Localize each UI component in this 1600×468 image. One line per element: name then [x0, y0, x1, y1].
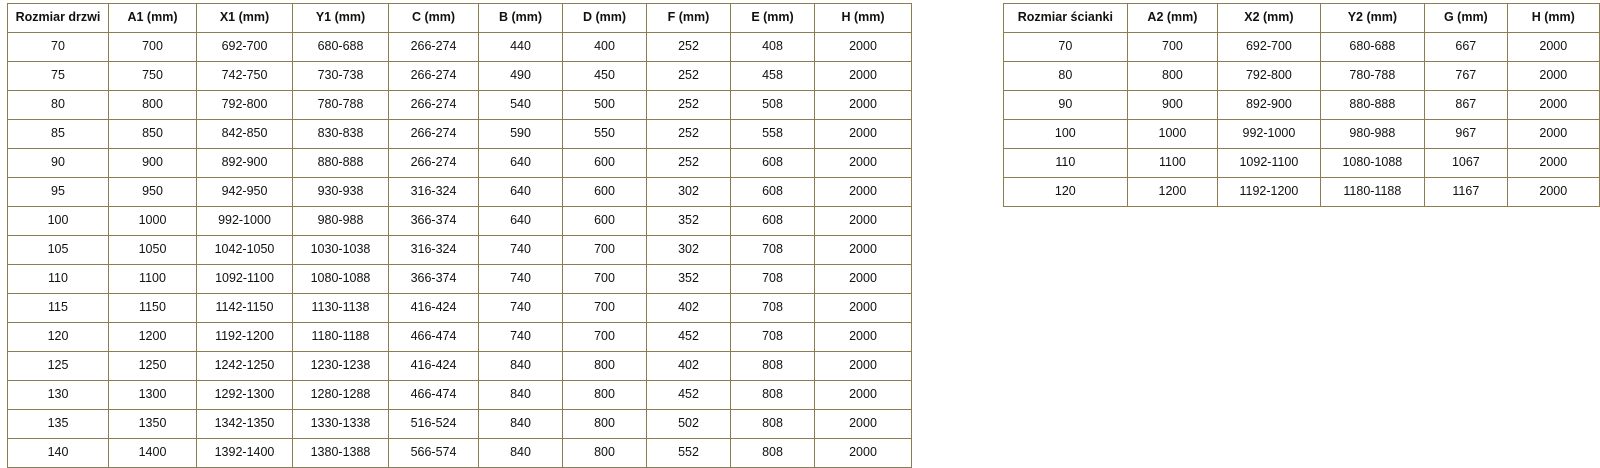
column-header: B (mm) [479, 4, 563, 33]
column-header: A1 (mm) [109, 4, 197, 33]
table-cell: 400 [563, 33, 647, 62]
table-cell: 900 [1127, 91, 1218, 120]
table-cell: 1000 [109, 207, 197, 236]
table-cell: 700 [109, 33, 197, 62]
table-cell: 740 [479, 236, 563, 265]
table-cell: 750 [109, 62, 197, 91]
column-header: A2 (mm) [1127, 4, 1218, 33]
table-row [1004, 120, 1600, 149]
table-cell: 942-950 [197, 178, 293, 207]
table-cell: 1092-1100 [197, 265, 293, 294]
table-cell: 502 [647, 410, 731, 439]
table-cell: 2000 [1507, 91, 1599, 120]
table-cell: 75 [8, 62, 109, 91]
table-row [8, 62, 912, 91]
column-header: C (mm) [389, 4, 479, 33]
table-cell: 1280-1288 [293, 381, 389, 410]
table-cell: 408 [731, 33, 815, 62]
table-cell: 980-988 [1320, 120, 1424, 149]
table-cell: 1292-1300 [197, 381, 293, 410]
table-cell: 867 [1425, 91, 1508, 120]
table-cell: 830-838 [293, 120, 389, 149]
table-cell: 840 [479, 352, 563, 381]
table-cell: 700 [563, 236, 647, 265]
table-cell: 708 [731, 236, 815, 265]
table-cell: 708 [731, 265, 815, 294]
table-cell: 880-888 [293, 149, 389, 178]
table-cell: 1192-1200 [1218, 178, 1320, 207]
table-cell: 540 [479, 91, 563, 120]
table-cell: 742-750 [197, 62, 293, 91]
table-row [8, 352, 912, 381]
table-cell: 252 [647, 91, 731, 120]
table-cell: 550 [563, 120, 647, 149]
table-row [1004, 91, 1600, 120]
table-cell: 85 [8, 120, 109, 149]
table-cell: 1180-1188 [1320, 178, 1424, 207]
table-row [8, 265, 912, 294]
table-cell: 608 [731, 178, 815, 207]
table-cell: 840 [479, 439, 563, 468]
table-cell: 266-274 [389, 149, 479, 178]
table-cell: 840 [479, 410, 563, 439]
table-cell: 2000 [815, 294, 912, 323]
table-cell: 1300 [109, 381, 197, 410]
table-cell: 516-524 [389, 410, 479, 439]
table-cell: 115 [8, 294, 109, 323]
table-cell: 992-1000 [197, 207, 293, 236]
table-cell: 95 [8, 178, 109, 207]
table-cell: 1200 [1127, 178, 1218, 207]
table-row [8, 236, 912, 265]
table-cell: 266-274 [389, 33, 479, 62]
column-header: G (mm) [1425, 4, 1508, 33]
table-cell: 80 [1004, 62, 1128, 91]
table-cell: 842-850 [197, 120, 293, 149]
table-cell: 2000 [1507, 178, 1599, 207]
table-cell: 466-474 [389, 381, 479, 410]
table-cell: 1042-1050 [197, 236, 293, 265]
wall-table-container [1003, 3, 1600, 207]
table-row [8, 149, 912, 178]
table-cell: 1030-1038 [293, 236, 389, 265]
table-cell: 110 [8, 265, 109, 294]
table-cell: 1000 [1127, 120, 1218, 149]
table-cell: 1080-1088 [293, 265, 389, 294]
table-cell: 700 [563, 265, 647, 294]
table-cell: 352 [647, 265, 731, 294]
table-cell: 640 [479, 207, 563, 236]
table-cell: 740 [479, 294, 563, 323]
table-cell: 90 [8, 149, 109, 178]
table-cell: 2000 [815, 439, 912, 468]
table-cell: 700 [563, 294, 647, 323]
table-cell: 558 [731, 120, 815, 149]
table-cell: 366-374 [389, 265, 479, 294]
table-cell: 302 [647, 236, 731, 265]
table-row [8, 33, 912, 62]
table-row [8, 178, 912, 207]
table-cell: 1192-1200 [197, 323, 293, 352]
table-cell: 808 [731, 410, 815, 439]
table-row [8, 323, 912, 352]
table-cell: 700 [563, 323, 647, 352]
table-cell: 2000 [815, 410, 912, 439]
table-row [8, 91, 912, 120]
column-header: E (mm) [731, 4, 815, 33]
column-header: X2 (mm) [1218, 4, 1320, 33]
table-cell: 880-888 [1320, 91, 1424, 120]
table-cell: 692-700 [1218, 33, 1320, 62]
table-cell: 2000 [815, 91, 912, 120]
table-cell: 708 [731, 323, 815, 352]
table-cell: 1180-1188 [293, 323, 389, 352]
table-cell: 1230-1238 [293, 352, 389, 381]
table-cell: 416-424 [389, 294, 479, 323]
table-cell: 266-274 [389, 91, 479, 120]
table-cell: 640 [479, 149, 563, 178]
table-cell: 2000 [815, 33, 912, 62]
table-cell: 402 [647, 294, 731, 323]
table-cell: 366-374 [389, 207, 479, 236]
table-row [1004, 62, 1600, 91]
table-cell: 808 [731, 381, 815, 410]
table-cell: 1150 [109, 294, 197, 323]
table-cell: 792-800 [197, 91, 293, 120]
table-cell: 800 [563, 439, 647, 468]
table-row [8, 120, 912, 149]
table-cell: 680-688 [1320, 33, 1424, 62]
table-cell: 980-988 [293, 207, 389, 236]
table-cell: 950 [109, 178, 197, 207]
table-cell: 730-738 [293, 62, 389, 91]
table-cell: 800 [563, 410, 647, 439]
table-cell: 552 [647, 439, 731, 468]
table-cell: 1080-1088 [1320, 149, 1424, 178]
table-cell: 1350 [109, 410, 197, 439]
table-cell: 840 [479, 381, 563, 410]
table-cell: 708 [731, 294, 815, 323]
table-cell: 416-424 [389, 352, 479, 381]
table-cell: 780-788 [1320, 62, 1424, 91]
table-cell: 135 [8, 410, 109, 439]
table-cell: 767 [1425, 62, 1508, 91]
table-cell: 100 [1004, 120, 1128, 149]
table-cell: 1330-1338 [293, 410, 389, 439]
table-row [8, 439, 912, 468]
table-cell: 2000 [815, 323, 912, 352]
table-cell: 892-900 [1218, 91, 1320, 120]
table-cell: 490 [479, 62, 563, 91]
table-cell: 130 [8, 381, 109, 410]
table-cell: 566-574 [389, 439, 479, 468]
table-cell: 850 [109, 120, 197, 149]
table-cell: 252 [647, 149, 731, 178]
table-cell: 2000 [815, 149, 912, 178]
table-cell: 500 [563, 91, 647, 120]
table-cell: 402 [647, 352, 731, 381]
table-cell: 700 [1127, 33, 1218, 62]
table-cell: 105 [8, 236, 109, 265]
table-cell: 740 [479, 323, 563, 352]
table-cell: 692-700 [197, 33, 293, 62]
table-cell: 2000 [815, 352, 912, 381]
table-cell: 680-688 [293, 33, 389, 62]
table-cell: 452 [647, 323, 731, 352]
table-cell: 608 [731, 207, 815, 236]
table-cell: 458 [731, 62, 815, 91]
table-cell: 800 [109, 91, 197, 120]
table-cell: 1092-1100 [1218, 149, 1320, 178]
table-cell: 1100 [1127, 149, 1218, 178]
table-cell: 252 [647, 62, 731, 91]
table-row [8, 207, 912, 236]
table-cell: 792-800 [1218, 62, 1320, 91]
table-cell: 600 [563, 178, 647, 207]
doors-dimensions-table [7, 3, 912, 468]
table-cell: 800 [1127, 62, 1218, 91]
table-cell: 930-938 [293, 178, 389, 207]
table-cell: 1167 [1425, 178, 1508, 207]
column-header: D (mm) [563, 4, 647, 33]
column-header: Rozmiar drzwi [8, 4, 109, 33]
table-cell: 90 [1004, 91, 1128, 120]
column-header: Rozmiar ścianki [1004, 4, 1128, 33]
table-cell: 800 [563, 352, 647, 381]
table-cell: 992-1000 [1218, 120, 1320, 149]
table-cell: 1342-1350 [197, 410, 293, 439]
table-row [1004, 33, 1600, 62]
table-cell: 440 [479, 33, 563, 62]
table-cell: 140 [8, 439, 109, 468]
table-cell: 1380-1388 [293, 439, 389, 468]
table-cell: 2000 [1507, 149, 1599, 178]
table-row [8, 294, 912, 323]
column-header: Y1 (mm) [293, 4, 389, 33]
table-cell: 590 [479, 120, 563, 149]
table-row [8, 410, 912, 439]
table-cell: 70 [8, 33, 109, 62]
table-cell: 110 [1004, 149, 1128, 178]
table-cell: 466-474 [389, 323, 479, 352]
table-cell: 1392-1400 [197, 439, 293, 468]
column-header: X1 (mm) [197, 4, 293, 33]
table-cell: 352 [647, 207, 731, 236]
table-cell: 2000 [815, 381, 912, 410]
table-cell: 2000 [815, 207, 912, 236]
table-cell: 1100 [109, 265, 197, 294]
table-cell: 266-274 [389, 120, 479, 149]
table-cell: 1130-1138 [293, 294, 389, 323]
table-cell: 600 [563, 207, 647, 236]
table-cell: 667 [1425, 33, 1508, 62]
table-cell: 316-324 [389, 236, 479, 265]
table-cell: 640 [479, 178, 563, 207]
table-cell: 2000 [815, 178, 912, 207]
table-cell: 2000 [815, 120, 912, 149]
column-header: Y2 (mm) [1320, 4, 1424, 33]
table-cell: 1142-1150 [197, 294, 293, 323]
table-cell: 780-788 [293, 91, 389, 120]
table-cell: 316-324 [389, 178, 479, 207]
table-cell: 600 [563, 149, 647, 178]
table-cell: 808 [731, 352, 815, 381]
column-header: H (mm) [1507, 4, 1599, 33]
table-cell: 125 [8, 352, 109, 381]
table-row [8, 381, 912, 410]
table-cell: 266-274 [389, 62, 479, 91]
table-row [1004, 178, 1600, 207]
table-cell: 450 [563, 62, 647, 91]
table-cell: 2000 [1507, 33, 1599, 62]
table-cell: 120 [1004, 178, 1128, 207]
wall-dimensions-table [1003, 3, 1600, 207]
table-cell: 252 [647, 120, 731, 149]
table-cell: 1067 [1425, 149, 1508, 178]
column-header: H (mm) [815, 4, 912, 33]
table-cell: 1400 [109, 439, 197, 468]
table-cell: 1250 [109, 352, 197, 381]
table-cell: 452 [647, 381, 731, 410]
table-cell: 120 [8, 323, 109, 352]
table-cell: 2000 [815, 62, 912, 91]
table-cell: 508 [731, 91, 815, 120]
table-header-row [1004, 4, 1600, 33]
table-cell: 967 [1425, 120, 1508, 149]
table-cell: 70 [1004, 33, 1128, 62]
table-cell: 740 [479, 265, 563, 294]
table-cell: 2000 [815, 236, 912, 265]
table-cell: 2000 [1507, 120, 1599, 149]
table-cell: 1242-1250 [197, 352, 293, 381]
table-cell: 892-900 [197, 149, 293, 178]
table-cell: 2000 [815, 265, 912, 294]
table-cell: 302 [647, 178, 731, 207]
table-cell: 100 [8, 207, 109, 236]
table-cell: 1050 [109, 236, 197, 265]
table-row [1004, 149, 1600, 178]
table-cell: 800 [563, 381, 647, 410]
table-cell: 2000 [1507, 62, 1599, 91]
table-cell: 900 [109, 149, 197, 178]
doors-table-container [7, 3, 912, 468]
table-cell: 808 [731, 439, 815, 468]
table-cell: 252 [647, 33, 731, 62]
table-cell: 80 [8, 91, 109, 120]
table-header-row [8, 4, 912, 33]
table-cell: 608 [731, 149, 815, 178]
table-cell: 1200 [109, 323, 197, 352]
column-header: F (mm) [647, 4, 731, 33]
